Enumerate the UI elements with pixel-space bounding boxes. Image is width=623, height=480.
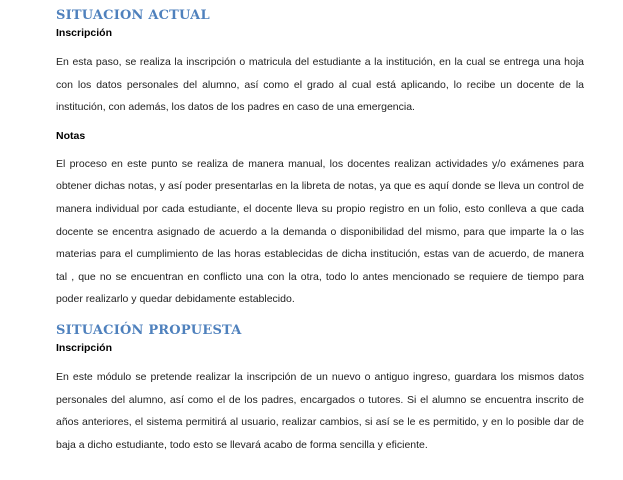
document-page — [56, 6, 584, 456]
paragraph-notas: El proceso en este punto se realiza de manera manual, los docentes realizan actividades y/o exámenes para obtener dichas notas, y así poder presentarlas en la libreta de notas, ya que es aquí donde se lleva un control de manera individual por cada estudiante, el docente lleva su propio registro en un folio, esto conlleva a que cada docente se encentra asignado de acuerdo a la demanda o disponibilidad del mismo, para que imparte la o las materias para el cumplimiento de las horas establecidas de dicha institución, estas van de acuerdo, de manera tal , que no se encuentran en conflicto una con la otra, todo lo antes mencionado se requiere de tiempo para poder realizarlo y quedar debidamente establecido. — [56, 157, 584, 306]
subheading-inscripcion: Inscripción — [56, 27, 113, 39]
section-title-situacion-propuesta: SITUACIÓN PROPUESTA — [56, 322, 242, 338]
section-title-situacion-actual: SITUACION ACTUAL — [56, 8, 210, 23]
subheading-inscripcion-propuesta: Inscripción — [56, 341, 113, 354]
subheading-notas: Notas — [56, 129, 86, 142]
paragraph-inscripcion-propuesta: En este módulo se pretende realizar la inscripción de un nuevo o antiguo ingreso, guardara los mismos datos personales del alumno, así como el de los padres, encargados o tutores. Si el alumno se encuentra inscrito de años anteriores, el sistema permitirá al usuario, realizar cambios, si así se le es permitido, y en lo posible dar de baja a dicho estudiante, todo esto se llevará acabo de forma sencilla y eficiente. — [56, 370, 584, 451]
paragraph-inscripcion-actual: En esta paso, se realiza la inscripción o matricula del estudiante a la institución, en la cual se entrega una hoja con los datos personales del alumno, así como el grado al cual está aplicando, lo recibe un docente de la institución, con además, los datos de los padres en caso de una emergencia. — [56, 56, 584, 114]
